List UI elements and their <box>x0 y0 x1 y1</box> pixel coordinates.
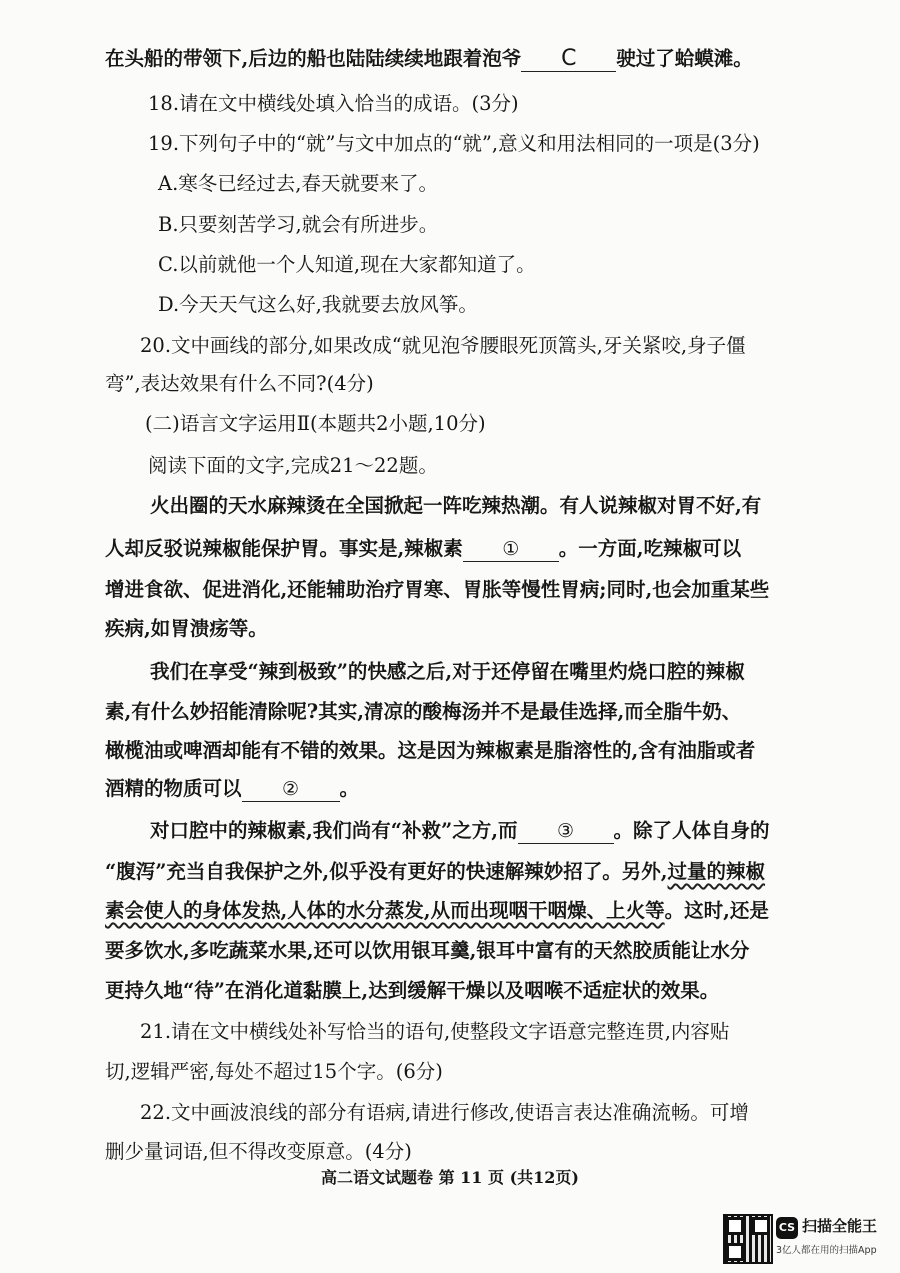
paragraph-text: 。这时,还是 <box>664 899 769 922</box>
option-a: A.寒冬已经过去,春天就要来了。 <box>158 172 438 195</box>
paragraph-text: 。 <box>339 777 360 800</box>
paragraph-text: 人却反驳说辣椒能保护胃。事实是,辣椒素 <box>105 537 463 560</box>
page-footer: 高二语文试题卷 第 11 页 (共12页) <box>321 1168 579 1187</box>
camscanner-name: 扫描全能王 <box>802 1217 878 1235</box>
paragraph-text: 。一方面,吃辣椒可以 <box>558 537 742 560</box>
wavy-underlined-text: 过量的辣椒 <box>667 860 766 883</box>
paragraph-1-line1: 火出圈的天水麻辣烫在全国掀起一阵吃辣热潮。有人说辣椒对胃不好,有 <box>150 494 762 517</box>
answer-blank-3[interactable]: ③ <box>518 819 614 844</box>
qr-code-icon <box>723 1214 773 1264</box>
paragraph-3-line2 <box>105 858 765 886</box>
passage-text: 在头船的带领下,后边的船也陆陆续续地跟着泡爷 <box>105 47 522 70</box>
paragraph-2-line2: 素,有什么妙招能清除呢?其实,清凉的酸梅汤并不是最佳选择,而全脂牛奶、 <box>105 700 742 723</box>
passage-end-line <box>105 45 753 73</box>
camscanner-logo: CS <box>776 1217 798 1239</box>
paragraph-text: 。除了人体自身的 <box>613 819 770 842</box>
paragraph-2-line4 <box>105 775 359 803</box>
paragraph-text: “腹泻”充当自我保护之外,似乎没有更好的快速解辣妙招了。另外, <box>105 860 668 883</box>
paragraph-2-line3: 橄榄油或啤酒却能有不错的效果。这是因为辣椒素是脂溶性的,含有油脂或者 <box>105 739 756 762</box>
question-20-line2: 弯”,表达效果有什么不同?(4分) <box>105 372 374 395</box>
answer-blank-1[interactable]: ① <box>463 537 559 562</box>
question-20-line1: 20.文中画线的部分,如果改成“就见泡爷腰眼死顶篙头,牙关紧咬,身子僵 <box>140 334 746 357</box>
paragraph-3-line1 <box>150 817 770 845</box>
question-19: 19.下列句子中的“就”与文中加点的“就”,意义和用法相同的一项是(3分) <box>148 132 760 155</box>
paragraph-1-line3: 增进食欲、促进消化,还能辅助治疗胃寒、胃胀等慢性胃病;同时,也会加重某些 <box>105 578 770 601</box>
question-22-line2: 删少量词语,但不得改变原意。(4分) <box>105 1140 412 1163</box>
paragraph-text: 对口腔中的辣椒素,我们尚有“补救”之方,而 <box>150 819 518 842</box>
paragraph-2-line1: 我们在享受“辣到极致”的快感之后,对于还停留在嘴里灼烧口腔的辣椒 <box>150 660 745 683</box>
option-d: D.今天天气这么好,我就要去放风筝。 <box>158 293 478 316</box>
option-c: C.以前就他一个人知道,现在大家都知道了。 <box>158 253 536 276</box>
answer-blank-c[interactable]: C <box>521 47 616 72</box>
paragraph-1-line2 <box>105 535 741 563</box>
section-heading: (二)语言文字运用Ⅱ(本题共2小题,10分) <box>145 412 486 435</box>
answer-blank-2[interactable]: ② <box>242 777 340 802</box>
wavy-underlined-text: 素会使人的身体发热,人体的水分蒸发,从而出现咽干咽燥、上火等 <box>105 899 665 922</box>
paragraph-3-line5: 更持久地“待”在消化道黏膜上,达到缓解干燥以及咽喉不适症状的效果。 <box>105 979 720 1002</box>
paragraph-3-line3 <box>105 897 769 925</box>
option-b: B.只要刻苦学习,就会有所进步。 <box>158 213 439 236</box>
passage-text: 驶过了蛤蟆滩。 <box>616 47 753 70</box>
paragraph-1-line4: 疾病,如胃溃疡等。 <box>105 617 268 640</box>
camscanner-tagline: 3亿人都在用的扫描App <box>776 1245 877 1256</box>
reading-instruction: 阅读下面的文字,完成21～22题。 <box>148 454 438 477</box>
question-18: 18.请在文中横线处填入恰当的成语。(3分) <box>148 92 519 115</box>
question-21-line1: 21.请在文中横线处补写恰当的语句,使整段文字语意完整连贯,内容贴 <box>140 1020 730 1043</box>
question-22-line1: 22.文中画波浪线的部分有语病,请进行修改,使语言表达准确流畅。可增 <box>140 1101 749 1124</box>
paragraph-3-line4: 要多饮水,多吃蔬菜水果,还可以饮用银耳羹,银耳中富有的天然胶质能让水分 <box>105 939 750 962</box>
paragraph-text: 酒精的物质可以 <box>105 777 242 800</box>
question-21-line2: 切,逻辑严密,每处不超过15个字。(6分) <box>105 1060 443 1083</box>
